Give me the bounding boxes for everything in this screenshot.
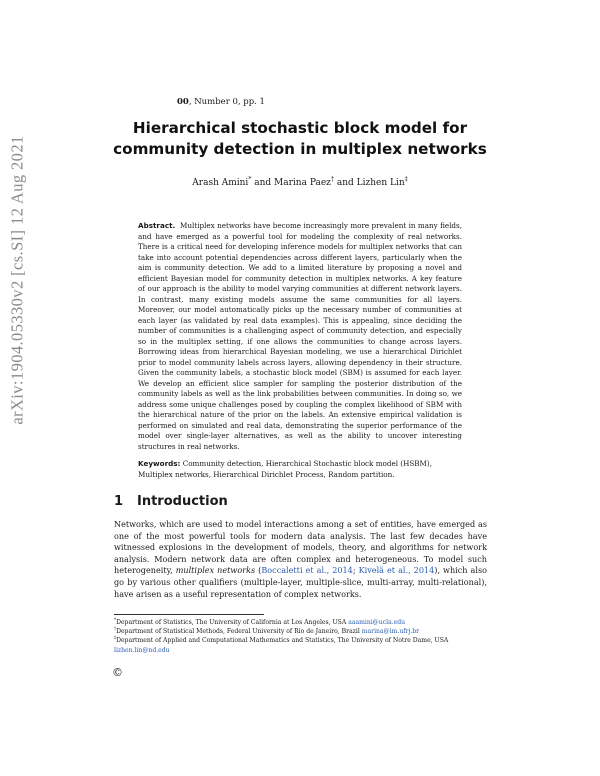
arxiv-stamp [6,0,30,560]
author-list [90,178,510,188]
keywords-label: Keywords: [138,459,181,468]
title-line-2: community detection in multiplex networks [113,140,487,158]
email-link[interactable]: lizhen.lin@nd.edu [114,646,170,654]
footnote-mark: * [114,616,117,622]
author-name: Arash Amini [192,178,249,188]
author-name: Lizhen Lin [356,178,405,188]
keywords [138,459,462,480]
footnotes [114,618,487,655]
email-link[interactable]: aaamini@ucla.edu [348,619,406,626]
paper-title [90,118,510,160]
intro-text: Networks, which are used to model interactions among a set of entities, have emerged as one of the most powerful tools for modern data analysis. The last few decades have witnessed explosions in the development of models, theory, and algorithms for network analysis. Modern network data are often complex and heterogeneous. To model such heterogeneity, [114,519,487,576]
intro-emphasis: multiplex networks [175,565,256,576]
author-mark: ‡ [404,176,408,183]
abstract [138,221,462,452]
citation-link[interactable]: Boccaletti et al., 2014 [261,565,353,576]
section-number: 1 [114,494,124,509]
footnote-rule [114,614,264,615]
footnote-mark: ‡ [114,635,117,641]
footnote [114,627,487,636]
footnote-text: Department of Statistics, The University of California at Los Angeles, USA [116,619,349,626]
intro-text: ), which also go by various other qualifiers (multiple-layer, multiple-slice, multi-array, multi-relational), have arisen as a useful representation of complex networks. [114,565,487,599]
title-line-1: Hierarchical stochastic block model for [132,119,468,137]
keywords-text: Community detection, Hierarchical Stochastic block model (HSBM), Multiplex networks, Hierarchical Dirichlet Process, Random partition. [138,459,433,479]
author-separator: and [251,178,275,188]
footnote-text: Department of Statistical Methods, Federal University of Rio de Janeiro, Brazil [116,628,362,636]
footnote-text: Department of Applied and Computational Mathematics and Statistics, The University of Notre Dame, USA [116,637,449,645]
author-name: Marina Paez [274,178,331,188]
intro-paragraph [114,519,487,600]
journal-header [177,97,265,107]
intro-text: ; [352,565,359,576]
citation-link[interactable]: Kivelä et al., 2014 [358,565,435,576]
intro-text: ( [255,565,262,576]
email-link[interactable]: marina@im.ufrj.br [361,628,420,636]
arxiv-id: arXiv:1904.05330v2 [cs.SI] 12 Aug 2021 [8,135,28,425]
journal-volume: 00 [177,97,189,107]
abstract-label: Abstract. [138,221,176,230]
author-mark: * [248,176,252,183]
author-separator: and [333,178,357,188]
abstract-text: Multiplex networks have become increasingly more prevalent in many fields, and have emerged as a powerful tool for modeling the complexity of real networks. There is a critical need for developing inference models for multiplex networks that can take into account potential dependencies across different layers, particularly when the aim is community detection. We add to a limited literature by proposing a novel and efficient Bayesian model for community detection in multiplex networks. A key feature of our approach is the ability to model varying communities at different network layers. In contrast, many existing models assume the same communities for all layers. Moreover, our model automatically picks up the necessary number of communities at each layer (as validated by real data examples). This is appealing, since deciding the number of communities is a challenging aspect of community detection, and especially so in the multiplex setting, if one allows the communities to change across layers. Borrowing ideas from hierarchical Bayesian modeling, we use a hierarchical Dirichlet prior to model community labels across layers, allowing dependency in their structure. Given the community labels, a stochastic block model (SBM) is assumed for each layer. We develop an efficient slice sampler for sampling the posterior distribution of the community labels as well as the link probabilities between communities. In doing so, we address some unique challenges posed by coupling the complex likelihood of SBM with the hierarchical nature of the prior on the labels. An extensive empirical validation is performed on simulated and real data, demonstrating the superior performance of the model over single-layer alternatives, as well as the ability to uncover interesting structures in real networks. [138,221,462,451]
journal-issue: , Number 0, pp. 1 [188,97,265,107]
section-title: Introduction [137,494,228,509]
author-mark: † [330,176,334,183]
footnote [114,636,487,654]
copyright-symbol: © [112,666,123,679]
footnote [114,618,487,627]
footnote-mark: † [114,626,117,632]
section-heading [114,494,228,509]
